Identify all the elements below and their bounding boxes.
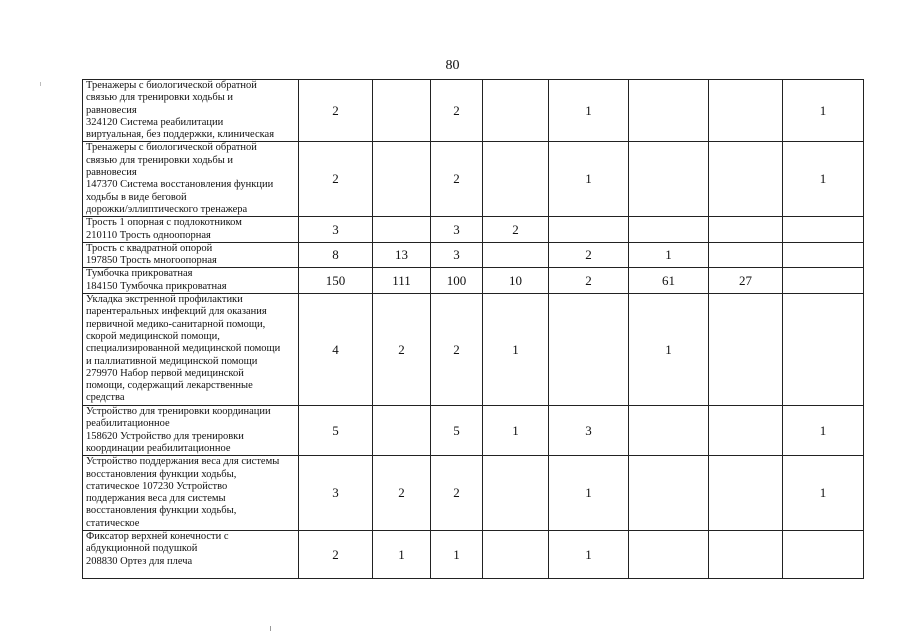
quantity-cell: 2 bbox=[299, 80, 373, 142]
quantity-cell: 2 bbox=[431, 456, 483, 531]
quantity-cell bbox=[709, 80, 783, 142]
item-name-cell: Трость с квадратной опорой 197850 Трость многоопорная bbox=[83, 242, 299, 268]
item-name-cell: Тренажеры с биологической обратной связью для тренировки ходьбы и равновесия 324120 Система реабилитации виртуальная, без поддержки, клиническая bbox=[83, 80, 299, 142]
table-row bbox=[83, 456, 864, 531]
table-row bbox=[83, 294, 864, 406]
quantity-cell: 5 bbox=[431, 406, 483, 456]
quantity-cell: 150 bbox=[299, 268, 373, 294]
quantity-cell: 8 bbox=[299, 242, 373, 268]
quantity-cell bbox=[373, 80, 431, 142]
table-row bbox=[83, 242, 864, 268]
quantity-cell: 1 bbox=[629, 294, 709, 406]
quantity-cell: 111 bbox=[373, 268, 431, 294]
quantity-cell: 2 bbox=[299, 531, 373, 579]
quantity-cell bbox=[783, 294, 864, 406]
quantity-cell: 5 bbox=[299, 406, 373, 456]
quantity-cell bbox=[629, 456, 709, 531]
item-name-cell: Тумбочка прикроватная 184150 Тумбочка прикроватная bbox=[83, 268, 299, 294]
quantity-cell: 2 bbox=[431, 294, 483, 406]
quantity-cell bbox=[629, 406, 709, 456]
table-row bbox=[83, 531, 864, 579]
quantity-cell bbox=[549, 217, 629, 243]
quantity-cell bbox=[783, 268, 864, 294]
quantity-cell bbox=[483, 531, 549, 579]
quantity-cell bbox=[629, 531, 709, 579]
quantity-cell bbox=[629, 142, 709, 217]
quantity-cell bbox=[549, 294, 629, 406]
quantity-cell: 3 bbox=[431, 242, 483, 268]
quantity-cell: 1 bbox=[629, 242, 709, 268]
quantity-cell: 1 bbox=[783, 456, 864, 531]
quantity-cell bbox=[783, 531, 864, 579]
quantity-cell bbox=[373, 142, 431, 217]
quantity-cell bbox=[483, 242, 549, 268]
item-name-cell: Устройство для тренировки координации реабилитационное 158620 Устройство для тренировки координации реабилитационное bbox=[83, 406, 299, 456]
quantity-cell bbox=[373, 217, 431, 243]
scan-mark bbox=[40, 82, 41, 86]
quantity-cell bbox=[709, 217, 783, 243]
quantity-cell: 2 bbox=[483, 217, 549, 243]
quantity-cell bbox=[709, 406, 783, 456]
table-row bbox=[83, 217, 864, 243]
quantity-cell bbox=[709, 142, 783, 217]
table-row bbox=[83, 80, 864, 142]
page-number: 80 bbox=[445, 58, 460, 73]
quantity-cell: 2 bbox=[431, 142, 483, 217]
quantity-cell bbox=[373, 406, 431, 456]
quantity-cell: 61 bbox=[629, 268, 709, 294]
quantity-cell: 2 bbox=[549, 242, 629, 268]
item-name-cell: Укладка экстренной профилактики парентеральных инфекций для оказания первичной медико-санитарной помощи, скорой медицинской помощи, специализированной медицинской помощи и паллиативной медицинской помощи 279970 Набор первой медицинской помощи, содержащий лекарственные средства bbox=[83, 294, 299, 406]
quantity-cell: 1 bbox=[483, 406, 549, 456]
quantity-cell: 3 bbox=[431, 217, 483, 243]
quantity-cell: 2 bbox=[373, 456, 431, 531]
quantity-cell: 2 bbox=[373, 294, 431, 406]
item-name-cell: Трость 1 опорная с подлокотником 210110 Трость одноопорная bbox=[83, 217, 299, 243]
quantity-cell: 100 bbox=[431, 268, 483, 294]
quantity-cell: 1 bbox=[373, 531, 431, 579]
quantity-cell bbox=[629, 80, 709, 142]
item-name-cell: Тренажеры с биологической обратной связью для тренировки ходьбы и равновесия 147370 Система восстановления функции ходьбы в виде беговой дорожки/эллиптического тренажера bbox=[83, 142, 299, 217]
quantity-cell: 2 bbox=[299, 142, 373, 217]
quantity-cell bbox=[709, 456, 783, 531]
quantity-cell: 1 bbox=[783, 406, 864, 456]
quantity-cell: 2 bbox=[431, 80, 483, 142]
quantity-cell: 1 bbox=[483, 294, 549, 406]
quantity-cell: 4 bbox=[299, 294, 373, 406]
quantity-cell: 3 bbox=[549, 406, 629, 456]
quantity-cell: 1 bbox=[549, 456, 629, 531]
quantity-cell bbox=[709, 294, 783, 406]
table-row bbox=[83, 268, 864, 294]
quantity-cell bbox=[483, 456, 549, 531]
equipment-table bbox=[82, 79, 864, 579]
table-row bbox=[83, 142, 864, 217]
quantity-cell bbox=[709, 531, 783, 579]
item-name-cell: Фиксатор верхней конечности с абдукционной подушкой 208830 Ортез для плеча bbox=[83, 531, 299, 579]
quantity-cell bbox=[783, 217, 864, 243]
quantity-cell bbox=[783, 242, 864, 268]
quantity-cell bbox=[629, 217, 709, 243]
quantity-cell: 1 bbox=[549, 531, 629, 579]
quantity-cell bbox=[483, 80, 549, 142]
quantity-cell: 13 bbox=[373, 242, 431, 268]
quantity-cell: 1 bbox=[783, 80, 864, 142]
item-name-cell: Устройство поддержания веса для системы восстановления функции ходьбы, статическое 107230 Устройство поддержания веса для системы восстановления функции ходьбы, статическое bbox=[83, 456, 299, 531]
quantity-cell: 1 bbox=[549, 80, 629, 142]
quantity-cell: 2 bbox=[549, 268, 629, 294]
quantity-cell bbox=[483, 142, 549, 217]
quantity-cell: 3 bbox=[299, 456, 373, 531]
quantity-cell: 1 bbox=[431, 531, 483, 579]
quantity-cell: 10 bbox=[483, 268, 549, 294]
quantity-cell: 1 bbox=[783, 142, 864, 217]
quantity-cell: 3 bbox=[299, 217, 373, 243]
quantity-cell: 27 bbox=[709, 268, 783, 294]
quantity-cell bbox=[709, 242, 783, 268]
quantity-cell: 1 bbox=[549, 142, 629, 217]
scan-mark bbox=[270, 626, 271, 631]
table-row bbox=[83, 406, 864, 456]
